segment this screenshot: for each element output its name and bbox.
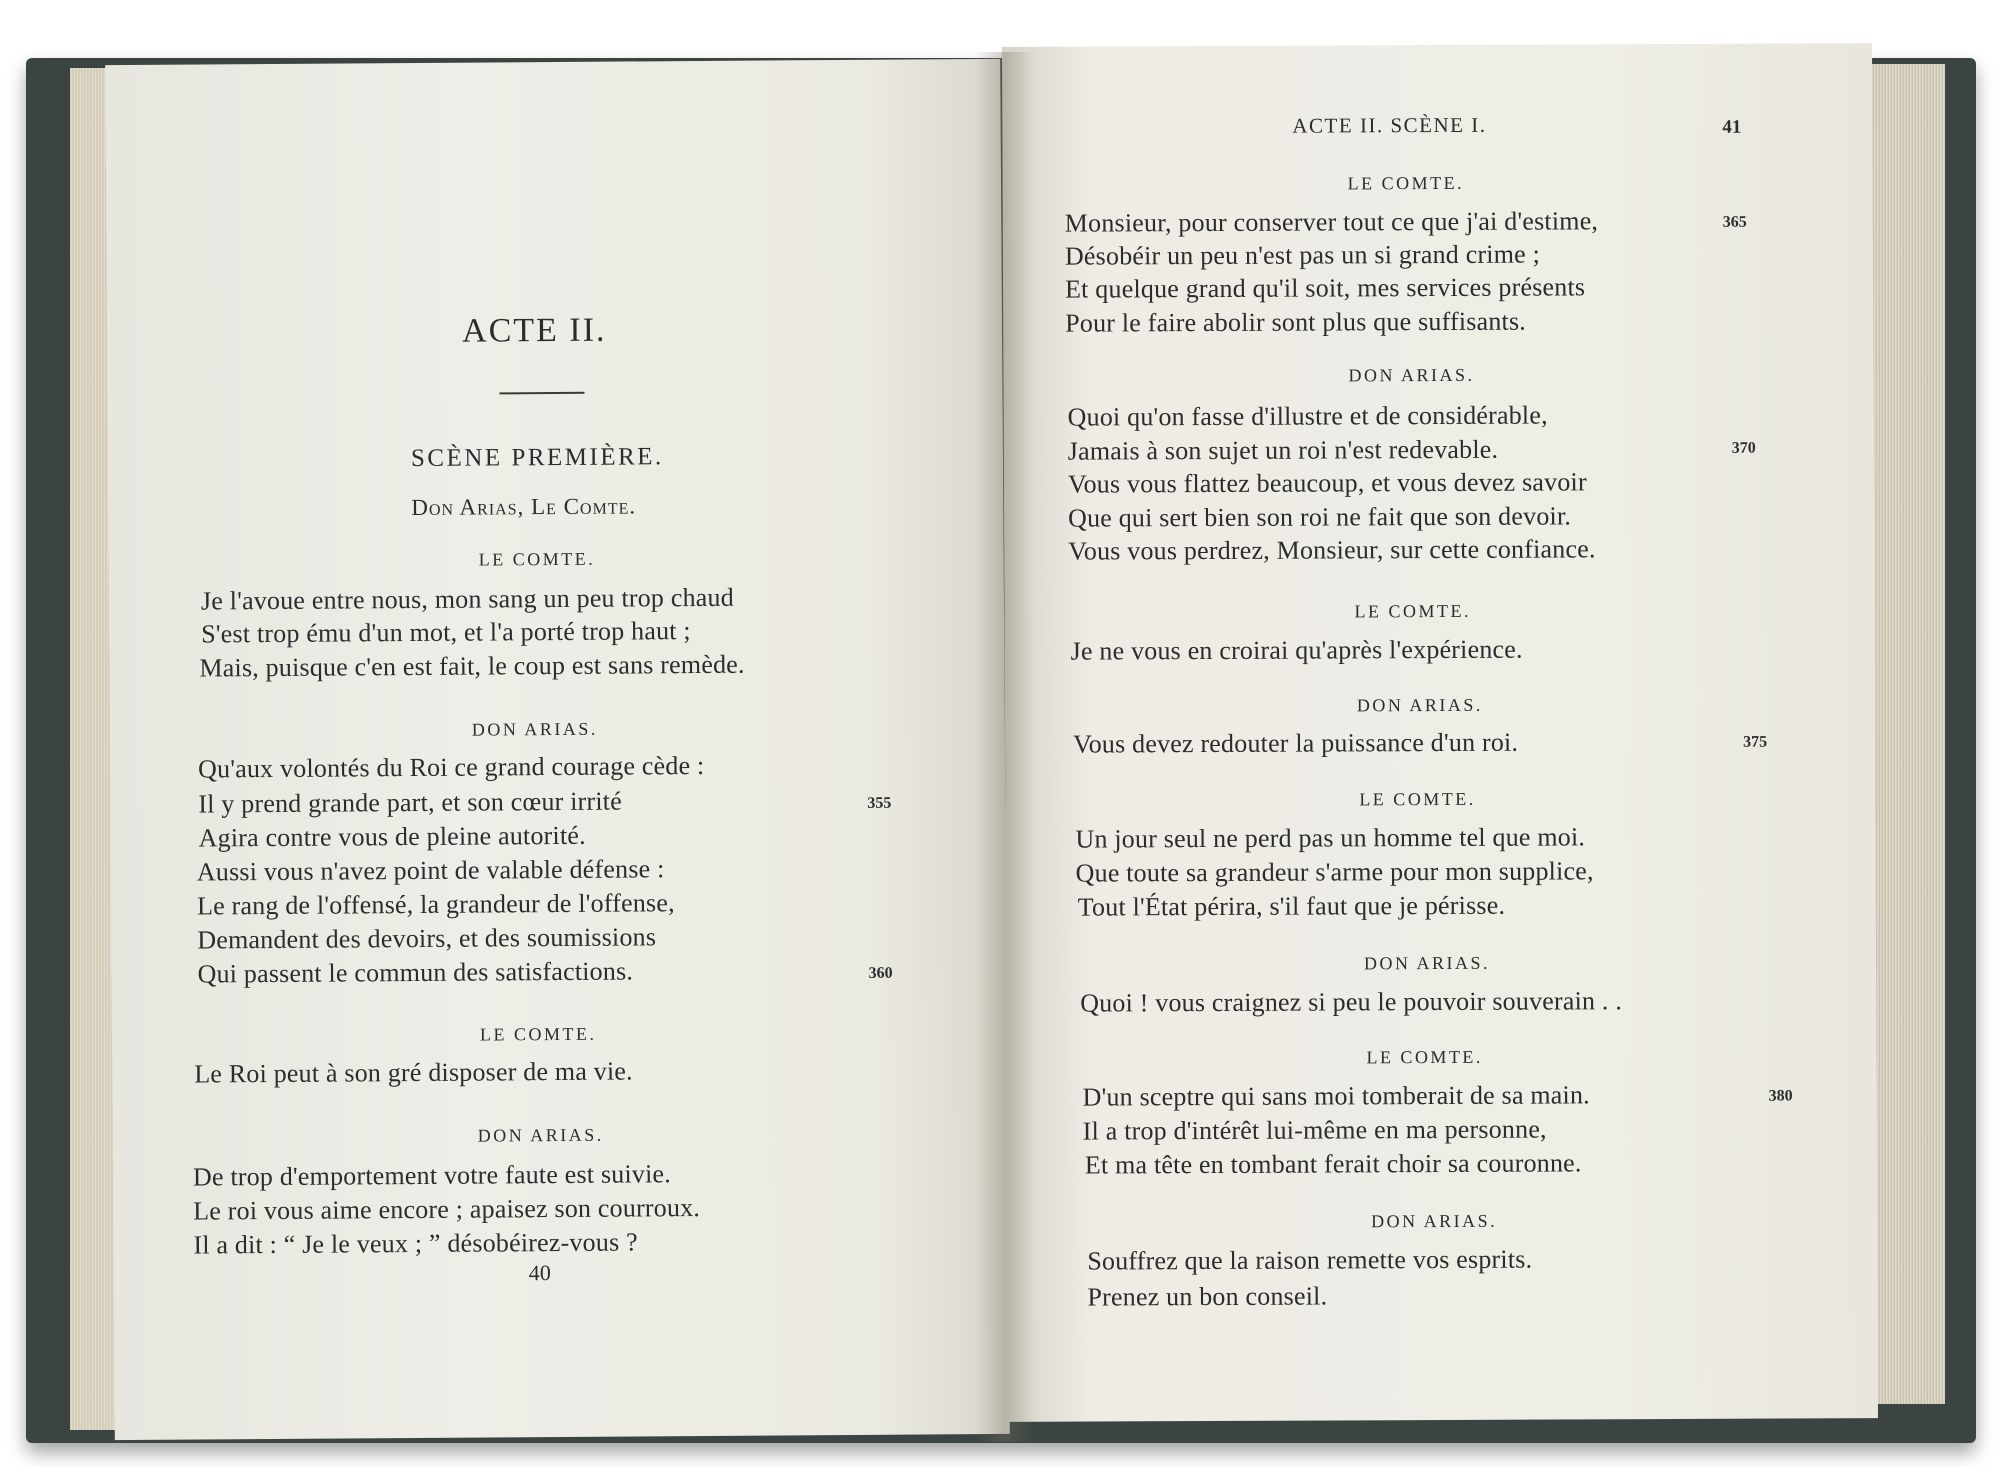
right-page-edges [1870, 64, 1945, 1404]
speaker-label: DON ARIAS. [1348, 364, 1475, 386]
speaker-label: DON ARIAS. [1356, 694, 1483, 716]
speaker-label: LE COMTE. [1347, 172, 1465, 194]
line-number: 365 [1722, 213, 1747, 231]
running-head: ACTE II. SCÈNE I. [1292, 112, 1487, 138]
speaker-label: LE COMTE. [1359, 788, 1476, 810]
verse-line: Quoi qu'on fasse d'illustre et de considérable, [1067, 400, 1548, 432]
verse-line: Et ma tête en tombant ferait choir sa couronne. [1084, 1148, 1582, 1180]
scene-title: SCÈNE PREMIÈRE. [410, 443, 664, 473]
verse-line: Je ne vous en croirai qu'après l'expérience. [1070, 634, 1523, 666]
verse-line: Souffrez que la raison remette vos esprits. [1087, 1244, 1533, 1276]
verse-line: Le rang de l'offensé, la grandeur de l'offense, [196, 888, 675, 921]
page-number: 40 [528, 1260, 552, 1286]
verse-line: Que toute sa grandeur s'arme pour mon supplice, [1075, 856, 1594, 888]
verse-line: Le Roi peut à son gré disposer de ma vie. [194, 1056, 633, 1089]
verse-line: Jamais à son sujet un roi n'est redevable. [1067, 434, 1499, 466]
speaker-label: DON ARIAS. [1371, 1210, 1498, 1232]
title-rule [500, 392, 585, 395]
line-number: 360 [868, 964, 893, 982]
verse-line: Désobéir un peu n'est pas un si grand crime ; [1064, 239, 1541, 271]
speaker-label: DON ARIAS. [477, 1124, 604, 1146]
speaker-label: LE COMTE. [479, 1023, 597, 1045]
verse-line: Vous devez redouter la puissance d'un roi. [1072, 727, 1519, 759]
line-number: 375 [1743, 733, 1768, 751]
speaker-label: DON ARIAS. [1363, 952, 1491, 974]
verse-line: Agira contre vous de pleine autorité. [198, 820, 586, 853]
verse-line: Pour le faire abolir sont plus que suffisants. [1065, 306, 1527, 338]
verse-line: Un jour seul ne perd pas un homme tel que moi. [1075, 822, 1586, 854]
verse-line: Et quelque grand qu'il soit, mes services présents [1064, 272, 1586, 304]
speaker-label: LE COMTE. [478, 548, 596, 570]
act-title: ACTE II. [461, 311, 607, 350]
speaker-label: LE COMTE. [1366, 1046, 1483, 1068]
verse-line: Je l'avoue entre nous, mon sang un peu trop chaud [200, 582, 734, 616]
verse-line: Mais, puisque c'en est fait, le coup est sans remède. [199, 649, 745, 683]
scene-persons: Don Arias, Le Comte. [411, 493, 637, 521]
verse-line: Il y prend grande part, et son cœur irrité [198, 786, 622, 819]
verse-line: D'un sceptre qui sans moi tomberait de sa main. [1082, 1080, 1590, 1112]
verse-line: Quoi ! vous craignez si peu le pouvoir souverain . . [1080, 986, 1623, 1018]
verse-line: Vous vous flattez beaucoup, et vous devez savoir [1067, 467, 1587, 499]
left-page [105, 59, 1010, 1440]
speaker-label: LE COMTE. [1354, 600, 1472, 622]
speaker-label: DON ARIAS. [471, 718, 598, 740]
verse-line: Vous vous perdrez, Monsieur, sur cette confiance. [1068, 534, 1596, 566]
verse-line: Monsieur, pour conserver tout ce que j'ai d'estime, [1064, 206, 1599, 238]
verse-line: Il a dit : “ Je le veux ; ” désobéirez-vous ? [193, 1227, 638, 1260]
verse-line: Le roi vous aime encore ; apaisez son courroux. [193, 1193, 701, 1226]
line-number: 370 [1731, 439, 1756, 457]
right-page [1002, 43, 1878, 1422]
verse-line: Demandent des devoirs, et des soumissions [197, 922, 657, 955]
line-number: 380 [1768, 1087, 1793, 1105]
line-number: 355 [867, 794, 892, 812]
verse-line: Tout l'État périra, s'il faut que je périsse. [1077, 890, 1506, 922]
verse-line: Qui passent le commun des satisfactions. [197, 956, 634, 989]
verse-line: Que qui sert bien son roi ne fait que son devoir. [1067, 501, 1572, 533]
verse-line: S'est trop ému d'un mot, et l'a porté trop haut ; [201, 616, 691, 649]
verse-line: Il a trop d'intérêt lui-même en ma personne, [1082, 1114, 1547, 1146]
verse-line: Qu'aux volontés du Roi ce grand courage cède : [198, 750, 705, 784]
verse-line: Prenez un bon conseil. [1087, 1281, 1328, 1312]
verse-line: Aussi vous n'avez point de valable défense : [196, 854, 665, 887]
book-gutter [975, 52, 1035, 1442]
verse-line: De trop d'emportement votre faute est suivie. [192, 1159, 672, 1192]
page-number: 41 [1722, 116, 1742, 138]
